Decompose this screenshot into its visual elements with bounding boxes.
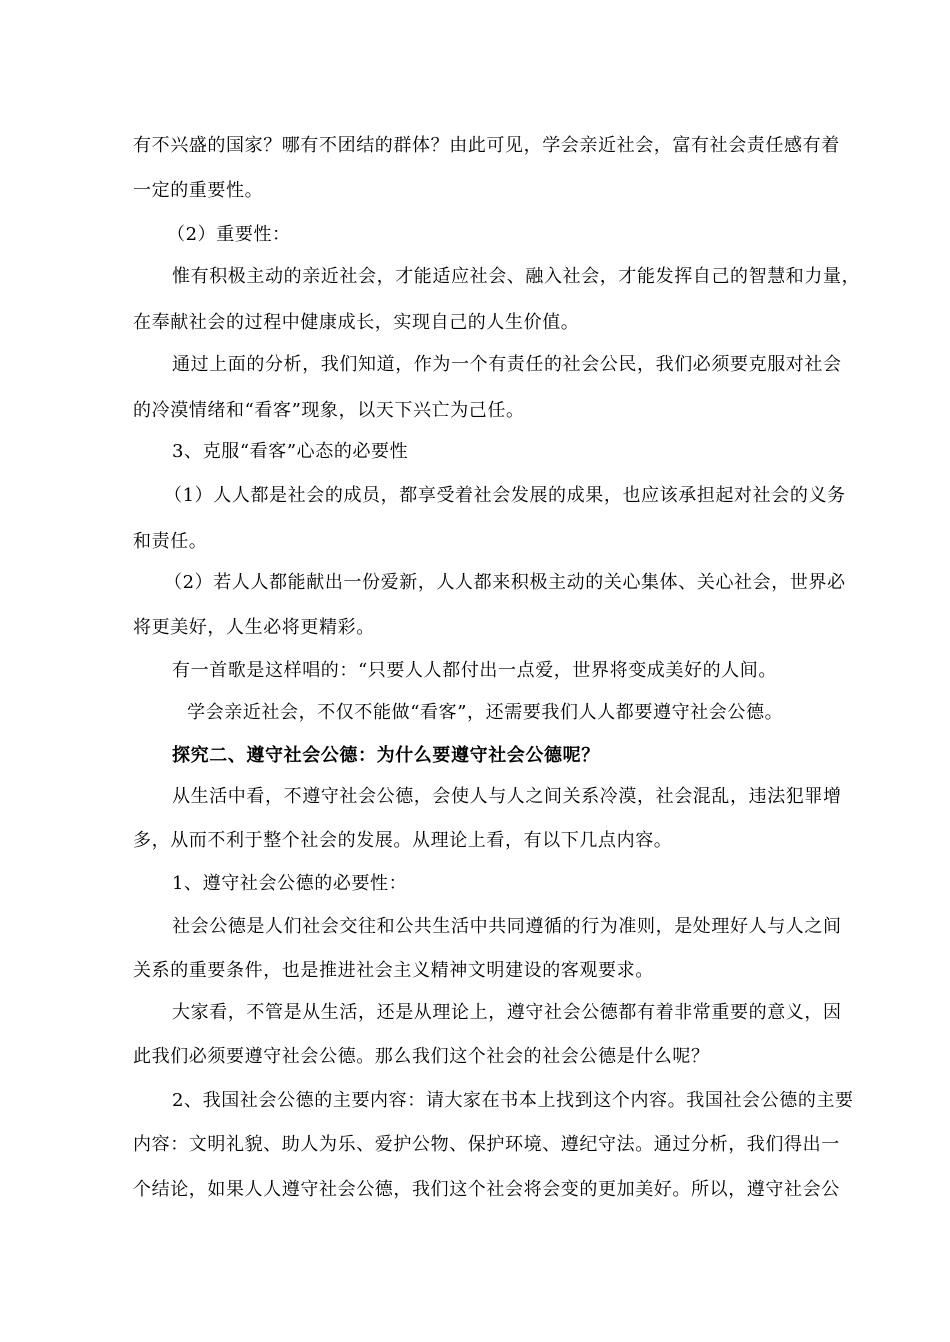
paragraph-line: 在奉献社会的过程中健康成长，实现自己的人生价值。 [133, 312, 580, 333]
paragraph-line: 社会公德是人们社会交往和公共生活中共同遵循的行为准则，是处理好人与人之间 [172, 916, 842, 937]
paragraph-line: 一定的重要性。 [133, 180, 264, 201]
section-heading: 1、遵守社会公德的必要性： [172, 873, 408, 894]
paragraph-line: 惟有积极主动的亲近社会，才能适应社会、融入社会，才能发挥自己的智慧和力量， [172, 266, 861, 287]
paragraph-line: （1）人人都是社会的成员，都享受着社会发展的成果，也应该承担起对社会的义务 [164, 485, 846, 506]
paragraph-line: 通过上面的分析，我们知道，作为一个有责任的社会公民，我们必须要克服对社会 [172, 354, 842, 375]
paragraph-line: 有一首歌是这样唱的：“只要人人都付出一点爱，世界将变成美好的人间。 [172, 660, 777, 681]
section-title: 探究二、遵守社会公德：为什么要遵守社会公德呢？ [172, 745, 600, 766]
paragraph-line: 学会亲近社会，不仅不能做“看客”，还需要我们人人都要遵守社会公德。 [187, 702, 784, 723]
paragraph-line: （2）若人人都能献出一份爱新，人人都来积极主动的关心集体、关心社会，世界必 [164, 572, 846, 593]
paragraph-line: 有不兴盛的国家？哪有不团结的群体？由此可见，学会亲近社会，富有社会责任感有着 [133, 135, 840, 156]
paragraph-line: 2、我国社会公德的主要内容：请大家在书本上找到这个内容。我国社会公德的主要 [172, 1090, 854, 1111]
paragraph-line: 个结论，如果人人遵守社会公德，我们这个社会将会变的更加美好。所以，遵守社会公 [133, 1179, 840, 1200]
paragraph-line: 将更美好，人生必将更精彩。 [133, 617, 375, 638]
paragraph-line: 多，从而不利于整个社会的发展。从理论上看，有以下几点内容。 [133, 830, 673, 851]
paragraph-line: 大家看，不管是从生活，还是从理论上，遵守社会公德都有着非常重要的意义，因 [172, 1002, 842, 1023]
paragraph-line: 关系的重要条件，也是推进社会主义精神文明建设的客观要求。 [133, 960, 654, 981]
section-heading: （2）重要性： [167, 224, 291, 245]
paragraph-line: 内容：文明礼貌、助人为乐、爱护公物、保护环境、遵纪守法。通过分析，我们得出一 [133, 1134, 840, 1155]
paragraph-line: 的冷漠情绪和“看客”现象，以天下兴亡为己任。 [133, 400, 525, 421]
paragraph-line: 此我们必须要遵守社会公德。那么我们这个社会的社会公德是什么呢？ [133, 1046, 710, 1067]
paragraph-line: 和责任。 [133, 531, 208, 552]
paragraph-line: 从生活中看，不遵守社会公德，会使人与人之间关系冷漠，社会混乱，违法犯罪增 [172, 786, 842, 807]
section-heading: 3、克服“看客”心态的必要性 [172, 441, 409, 462]
